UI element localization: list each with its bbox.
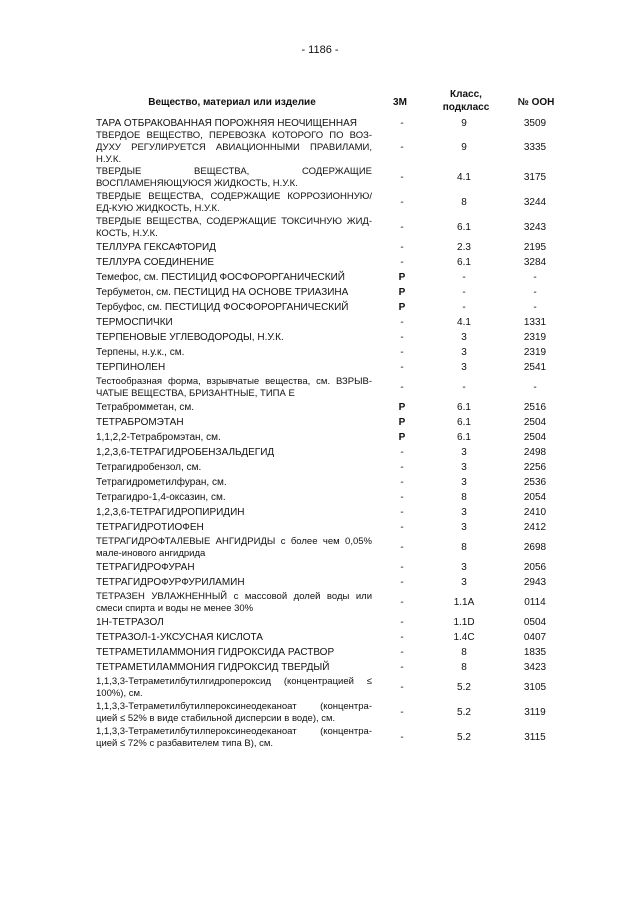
row-un: 0114 (524, 597, 546, 608)
row-zm: - (400, 317, 404, 328)
row-un: 2498 (523, 447, 547, 458)
table-row (96, 215, 566, 240)
row-name: ТЕЛЛУРА СОЕДИНЕНИЕ (96, 256, 215, 268)
row-class: 9 (461, 118, 467, 129)
row-zm: - (400, 662, 404, 673)
row-un: 2319 (523, 332, 547, 343)
row-zm: - (400, 362, 404, 373)
row-class: 8 (461, 542, 467, 553)
row-un: - (533, 302, 537, 313)
table-row (96, 505, 566, 520)
row-name: ТАРА ОТБРАКОВАННАЯ ПОРОЖНЯЯ НЕОЧИЩЕННАЯ (96, 117, 357, 129)
table-row (96, 700, 566, 725)
row-un: 3115 (524, 732, 546, 743)
row-class: 6.1 (457, 432, 471, 443)
row-class: 8 (461, 647, 467, 658)
row-un: 1331 (523, 317, 547, 328)
table-row (96, 560, 566, 575)
row-class: 5.2 (457, 707, 471, 718)
row-name: ТЕЛЛУРА ГЕКСАФТОРИД (96, 241, 216, 253)
row-zm: - (400, 332, 404, 343)
row-zm: - (400, 732, 404, 743)
row-un: 2504 (523, 432, 547, 443)
row-class: 6.1 (457, 257, 471, 268)
row-un: 3284 (523, 257, 547, 268)
row-zm: - (400, 257, 404, 268)
table-row (96, 255, 566, 270)
row-name: 1,1,3,3-Тетраметилбутилпероксинеодеканоат (концентра-цией ≤ 72% с разбавителем типа В), см. (96, 725, 372, 749)
table-row (96, 415, 566, 430)
row-name: Терпены, н.у.к., см. (96, 346, 185, 358)
table-row (96, 345, 566, 360)
row-name: ТЕРМОСПИЧКИ (96, 316, 173, 328)
row-zm: - (400, 347, 404, 358)
row-name: 1Н-ТЕТРАЗОЛ (96, 616, 164, 628)
row-zm: Р (398, 432, 406, 443)
row-name: ТЕТРАГИДРОФУРАН (96, 561, 195, 573)
row-name: Тербуметон, см. ПЕСТИЦИД НА ОСНОВЕ ТРИАЗИНА (96, 286, 349, 298)
row-class: 3 (461, 507, 467, 518)
row-un: 0407 (523, 632, 547, 643)
row-un: 2943 (523, 577, 547, 588)
row-class: 3 (461, 577, 467, 588)
row-class: 8 (461, 492, 467, 503)
row-un: 3244 (523, 197, 547, 208)
table-row (96, 490, 566, 505)
row-zm: - (400, 242, 404, 253)
row-zm: - (400, 382, 404, 393)
row-class: 4.1 (457, 317, 471, 328)
row-un: 3243 (523, 222, 547, 233)
row-un: 2516 (523, 402, 547, 413)
row-un: 1835 (523, 647, 547, 658)
row-class: 2.3 (457, 242, 471, 253)
row-zm: - (400, 577, 404, 588)
row-zm: - (400, 477, 404, 488)
row-un: 2195 (523, 242, 547, 253)
header-class: Класс, подкласс (442, 89, 490, 113)
row-un: 3509 (523, 118, 547, 129)
row-un: 2412 (523, 522, 547, 533)
row-name: ТВЕРДОЕ ВЕЩЕСТВО, ПЕРЕВОЗКА КОТОРОГО ПО ВОЗ-ДУХУ РЕГУЛИРУЕТСЯ АВИАЦИОННЫМИ ПРАВИЛАМИ, Н.У.К. (96, 129, 372, 165)
table-row (96, 675, 566, 700)
table-row (96, 315, 566, 330)
page-number: - 1186 - (301, 44, 339, 56)
row-un: 3423 (523, 662, 547, 673)
row-class: - (462, 302, 466, 313)
row-name: Тетрагидробензол, см. (96, 461, 202, 473)
row-name: Тербуфос, см. ПЕСТИЦИД ФОСФОРОРГАНИЧЕСКИЙ (96, 301, 349, 313)
row-un: 2410 (523, 507, 547, 518)
row-class: 1.4C (453, 632, 475, 643)
row-zm: Р (398, 402, 406, 413)
table-row (96, 660, 566, 675)
row-class: 8 (461, 662, 467, 673)
row-zm: - (400, 447, 404, 458)
row-un: 2541 (523, 362, 547, 373)
table-row (96, 430, 566, 445)
row-name: 1,2,3,6-ТЕТРАГИДРОБЕНЗАЛЬДЕГИД (96, 446, 275, 458)
table-row (96, 445, 566, 460)
table-row (96, 460, 566, 475)
row-class: - (462, 272, 466, 283)
row-class: 5.2 (457, 732, 471, 743)
table-row (96, 520, 566, 535)
row-un: 0504 (523, 617, 547, 628)
row-zm: - (400, 118, 404, 129)
row-name: ТЕТРАЗОЛ-1-УКСУСНАЯ КИСЛОТА (96, 631, 263, 643)
row-name: 1,1,3,3-Тетраметилбутилгидропероксид (концентрацией ≤ 100%), см. (96, 675, 372, 699)
row-class: - (462, 382, 466, 393)
header-substance: Вещество, материал или изделие (148, 97, 316, 108)
row-class: 3 (461, 477, 467, 488)
row-zm: - (400, 172, 404, 183)
row-un: 3119 (524, 707, 546, 718)
header-un: № ООН (517, 97, 555, 108)
row-class: 1.1A (453, 597, 475, 608)
row-zm: - (400, 522, 404, 533)
row-zm: Р (398, 417, 406, 428)
row-name: 1,1,3,3-Тетраметилбутилпероксинеодеканоат (концентра-цией ≤ 52% в виде стабильной дисперсии в воде), см. (96, 700, 372, 724)
row-name: 1,2,3,6-ТЕТРАГИДРОПИРИДИН (96, 506, 245, 518)
row-class: 5.2 (457, 682, 471, 693)
row-class: 3 (461, 332, 467, 343)
row-zm: - (400, 507, 404, 518)
row-name: ТЕРПИНОЛЕН (96, 361, 166, 373)
row-zm: - (400, 222, 404, 233)
table-row (96, 285, 566, 300)
table-row (96, 575, 566, 590)
row-zm: Р (398, 287, 406, 298)
row-name: Тетрабромметан, см. (96, 401, 195, 413)
row-un: 2698 (523, 542, 547, 553)
table-row (96, 630, 566, 645)
row-un: 3105 (523, 682, 547, 693)
row-zm: - (400, 542, 404, 553)
header-zm: 3М (393, 97, 407, 108)
table-body (96, 117, 566, 750)
row-zm: - (400, 142, 404, 153)
table-row (96, 645, 566, 660)
row-un: - (533, 272, 537, 283)
row-name: ТЕТРАМЕТИЛАММОНИЯ ГИДРОКСИД ТВЕРДЫЙ (96, 661, 330, 673)
table-row (96, 360, 566, 375)
row-class: - (462, 287, 466, 298)
table-row (96, 240, 566, 255)
row-un: 2536 (523, 477, 547, 488)
row-un: - (533, 382, 537, 393)
row-zm: Р (398, 302, 406, 313)
table-row (96, 270, 566, 285)
row-name: Тетрагидрометилфуран, см. (96, 476, 227, 488)
row-name: ТЕТРАГИДРОФТАЛЕВЫЕ АНГИДРИДЫ с более чем 0,05% мале-инового ангидрида (96, 535, 372, 559)
row-zm: - (400, 492, 404, 503)
table-row (96, 535, 566, 560)
row-class: 6.1 (457, 417, 471, 428)
row-zm: - (400, 562, 404, 573)
row-class: 9 (461, 142, 467, 153)
row-name: ТЕТРАГИДРОФУРФУРИЛАМИН (96, 576, 245, 588)
row-class: 3 (461, 562, 467, 573)
row-name: Темефос, см. ПЕСТИЦИД ФОСФОРОРГАНИЧЕСКИЙ (96, 271, 345, 283)
table-row (96, 190, 566, 215)
row-un: 3335 (523, 142, 547, 153)
row-un: 3175 (523, 172, 547, 183)
row-un: 2054 (523, 492, 547, 503)
row-name: ТЕТРАЗЕН УВЛАЖНЕННЫЙ с массовой долей воды или смеси спирта и воды не менее 30% (96, 590, 372, 614)
row-name: ТЕТРАБРОМЭТАН (96, 416, 184, 428)
row-zm: - (400, 632, 404, 643)
row-name: ТЕРПЕНОВЫЕ УГЛЕВОДОРОДЫ, Н.У.К. (96, 331, 284, 343)
row-class: 8 (461, 197, 467, 208)
row-class: 3 (461, 522, 467, 533)
row-name: 1,1,2,2-Тетрабромэтан, см. (96, 431, 221, 443)
row-name: Тестообразная форма, взрывчатые вещества, см. ВЗРЫВ-ЧАТЫЕ ВЕЩЕСТВА, БРИЗАНТНЫЕ, ТИПА Е (96, 375, 372, 399)
row-zm: - (400, 682, 404, 693)
row-class: 6.1 (457, 402, 471, 413)
row-name: ТЕТРАГИДРОТИОФЕН (96, 521, 204, 533)
row-class: 4.1 (457, 172, 471, 183)
table-row (96, 400, 566, 415)
row-name: ТВЕРДЫЕ ВЕЩЕСТВА, СОДЕРЖАЩИЕ ТОКСИЧНУЮ ЖИД-КОСТЬ, Н.У.К. (96, 215, 372, 239)
row-name: Тетрагидро-1,4-оксазин, см. (96, 491, 226, 503)
table-header (96, 84, 566, 114)
row-un: - (533, 287, 537, 298)
row-class: 3 (461, 347, 467, 358)
row-zm: - (400, 597, 404, 608)
row-name: ТВЕРДЫЕ ВЕЩЕСТВА, СОДЕРЖАЩИЕ ВОСПЛАМЕНЯЮЩУЮСЯ ЖИДКОСТЬ, Н.У.К. (96, 165, 372, 189)
row-zm: - (400, 707, 404, 718)
row-class: 3 (461, 447, 467, 458)
table-row (96, 300, 566, 315)
table-row (96, 590, 566, 615)
table-row (96, 130, 566, 165)
row-class: 6.1 (457, 222, 471, 233)
row-name: ТВЕРДЫЕ ВЕЩЕСТВА, СОДЕРЖАЩИЕ КОРРОЗИОННУЮ/ЕД-КУЮ ЖИДКОСТЬ, Н.У.К. (96, 190, 372, 214)
row-un: 2504 (523, 417, 547, 428)
row-zm: - (400, 197, 404, 208)
row-un: 2056 (523, 562, 547, 573)
row-class: 3 (461, 362, 467, 373)
row-zm: - (400, 462, 404, 473)
row-zm: - (400, 617, 404, 628)
row-un: 2256 (523, 462, 547, 473)
table-row (96, 725, 566, 750)
table-row (96, 615, 566, 630)
row-name: ТЕТРАМЕТИЛАММОНИЯ ГИДРОКСИДА РАСТВОР (96, 646, 335, 658)
table-row (96, 475, 566, 490)
table-row (96, 375, 566, 400)
row-un: 2319 (523, 347, 547, 358)
row-class: 3 (461, 462, 467, 473)
row-zm: - (400, 647, 404, 658)
table-row (96, 330, 566, 345)
table-row (96, 165, 566, 190)
row-class: 1.1D (453, 617, 475, 628)
row-zm: Р (398, 272, 406, 283)
